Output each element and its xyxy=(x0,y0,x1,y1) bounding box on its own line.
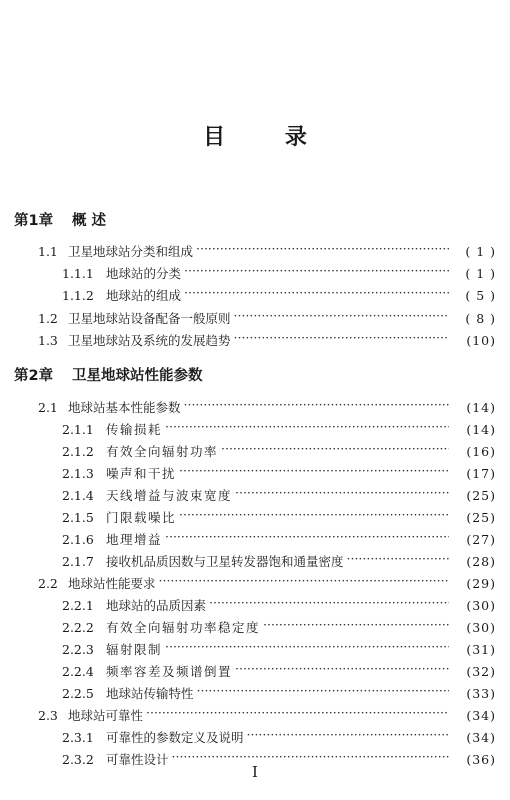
section-number: 2.2.3 xyxy=(62,642,94,657)
page-number: (17) xyxy=(466,466,496,481)
section-number: 1.1.1 xyxy=(62,266,94,281)
section-number: 2.2.5 xyxy=(62,686,94,701)
section-title: 地球站的组成 xyxy=(106,288,182,303)
page-footer-number: I xyxy=(252,763,258,781)
page-number: (25) xyxy=(466,488,496,503)
section-number: 2.3.1 xyxy=(62,730,94,745)
page-number: ( 1 ) xyxy=(465,266,496,281)
section-title: 接收机品质因数与卫星转发器饱和通量密度 xyxy=(106,554,344,569)
section-title: 卫星地球站及系统的发展趋势 xyxy=(68,333,231,348)
section-title: 门限载噪比 xyxy=(106,510,177,525)
section-number: 1.3 xyxy=(38,333,58,348)
leader-dots xyxy=(234,327,449,349)
section-title: 频率容差及频谱倒置 xyxy=(106,664,233,679)
leader-dots xyxy=(165,636,449,658)
page-number: (14) xyxy=(466,422,496,437)
leader-dots xyxy=(146,702,449,724)
leader-dots xyxy=(179,504,449,526)
section-title: 辐射限制 xyxy=(106,642,163,657)
leader-dots xyxy=(165,526,449,548)
leader-dots xyxy=(247,724,449,746)
leader-dots xyxy=(159,570,449,592)
page-number: (29) xyxy=(466,576,496,591)
section-number: 2.1.4 xyxy=(62,488,94,503)
section-title: 地球站的品质因素 xyxy=(106,598,207,613)
section-title: 可靠性设计 xyxy=(106,752,169,767)
leader-dots xyxy=(165,416,449,438)
section-title: 天线增益与波束宽度 xyxy=(106,488,233,503)
page-number: (25) xyxy=(466,510,496,525)
section-title: 地球站的分类 xyxy=(106,266,182,281)
page-number: (14) xyxy=(466,400,496,415)
section-number: 2.1.3 xyxy=(62,466,94,481)
leader-dots xyxy=(196,238,449,260)
section-number: 2.1.2 xyxy=(62,444,94,459)
page-number: (27) xyxy=(466,532,496,547)
chapter-number: 第1章 xyxy=(14,213,54,229)
toc-entry[interactable] xyxy=(38,330,496,352)
leader-dots xyxy=(235,482,449,504)
leader-dots xyxy=(347,548,449,570)
section-title: 卫星地球站设备配备一般原则 xyxy=(68,311,231,326)
section-number: 2.2 xyxy=(38,576,58,591)
section-number: 2.1.7 xyxy=(62,554,94,569)
leader-dots xyxy=(197,680,449,702)
leader-dots xyxy=(221,438,449,460)
chapter-title: 卫星地球站性能参数 xyxy=(72,368,203,384)
leader-dots xyxy=(263,614,449,636)
chapter-heading xyxy=(14,364,203,385)
leader-dots xyxy=(184,260,449,282)
leader-dots xyxy=(184,394,449,416)
section-number: 2.1.1 xyxy=(62,422,94,437)
section-number: 1.1 xyxy=(38,244,58,259)
section-title: 卫星地球站分类和组成 xyxy=(68,244,194,259)
leader-dots xyxy=(235,658,449,680)
section-number: 1.1.2 xyxy=(62,288,94,303)
page-title: 目 录 xyxy=(203,125,333,150)
section-number: 2.3.2 xyxy=(62,752,94,767)
chapter-number: 第2章 xyxy=(14,368,54,384)
leader-dots xyxy=(179,460,449,482)
chapter-heading xyxy=(14,209,106,230)
section-number: 2.1.5 xyxy=(62,510,94,525)
page-number: (33) xyxy=(466,686,496,701)
section-number: 2.1 xyxy=(38,400,58,415)
chapter-title: 概 述 xyxy=(72,213,107,229)
page-number: ( 8 ) xyxy=(465,311,496,326)
section-title: 地球站基本性能参数 xyxy=(68,400,181,415)
page-number: (34) xyxy=(466,708,496,723)
section-number: 2.2.1 xyxy=(62,598,94,613)
section-title: 地球站传输特性 xyxy=(106,686,194,701)
page-number: (30) xyxy=(466,620,496,635)
page-number: (30) xyxy=(466,598,496,613)
leader-dots xyxy=(209,592,449,614)
leader-dots xyxy=(234,305,449,327)
section-number: 2.2.4 xyxy=(62,664,94,679)
section-title: 有效全向辐射功率稳定度 xyxy=(106,620,261,635)
section-number: 2.2.2 xyxy=(62,620,94,635)
page-number: ( 1 ) xyxy=(465,244,496,259)
section-title: 有效全向辐射功率 xyxy=(106,444,219,459)
section-title: 噪声和干扰 xyxy=(106,466,177,481)
section-number: 2.3 xyxy=(38,708,58,723)
page-number: (10) xyxy=(466,333,496,348)
page-number: (28) xyxy=(466,554,496,569)
page-number: (32) xyxy=(466,664,496,679)
leader-dots xyxy=(184,282,449,304)
page-number: (16) xyxy=(466,444,496,459)
section-title: 地球站性能要求 xyxy=(68,576,156,591)
section-title: 传输损耗 xyxy=(106,422,163,437)
section-number: 1.2 xyxy=(38,311,58,326)
page-number: (31) xyxy=(466,642,496,657)
page-number: (36) xyxy=(466,752,496,767)
toc-entry[interactable] xyxy=(62,285,496,307)
section-title: 地球站可靠性 xyxy=(68,708,144,723)
section-number: 2.1.6 xyxy=(62,532,94,547)
section-title: 地理增益 xyxy=(106,532,163,547)
page-number: (34) xyxy=(466,730,496,745)
page-number: ( 5 ) xyxy=(465,288,496,303)
section-title: 可靠性的参数定义及说明 xyxy=(106,730,244,745)
